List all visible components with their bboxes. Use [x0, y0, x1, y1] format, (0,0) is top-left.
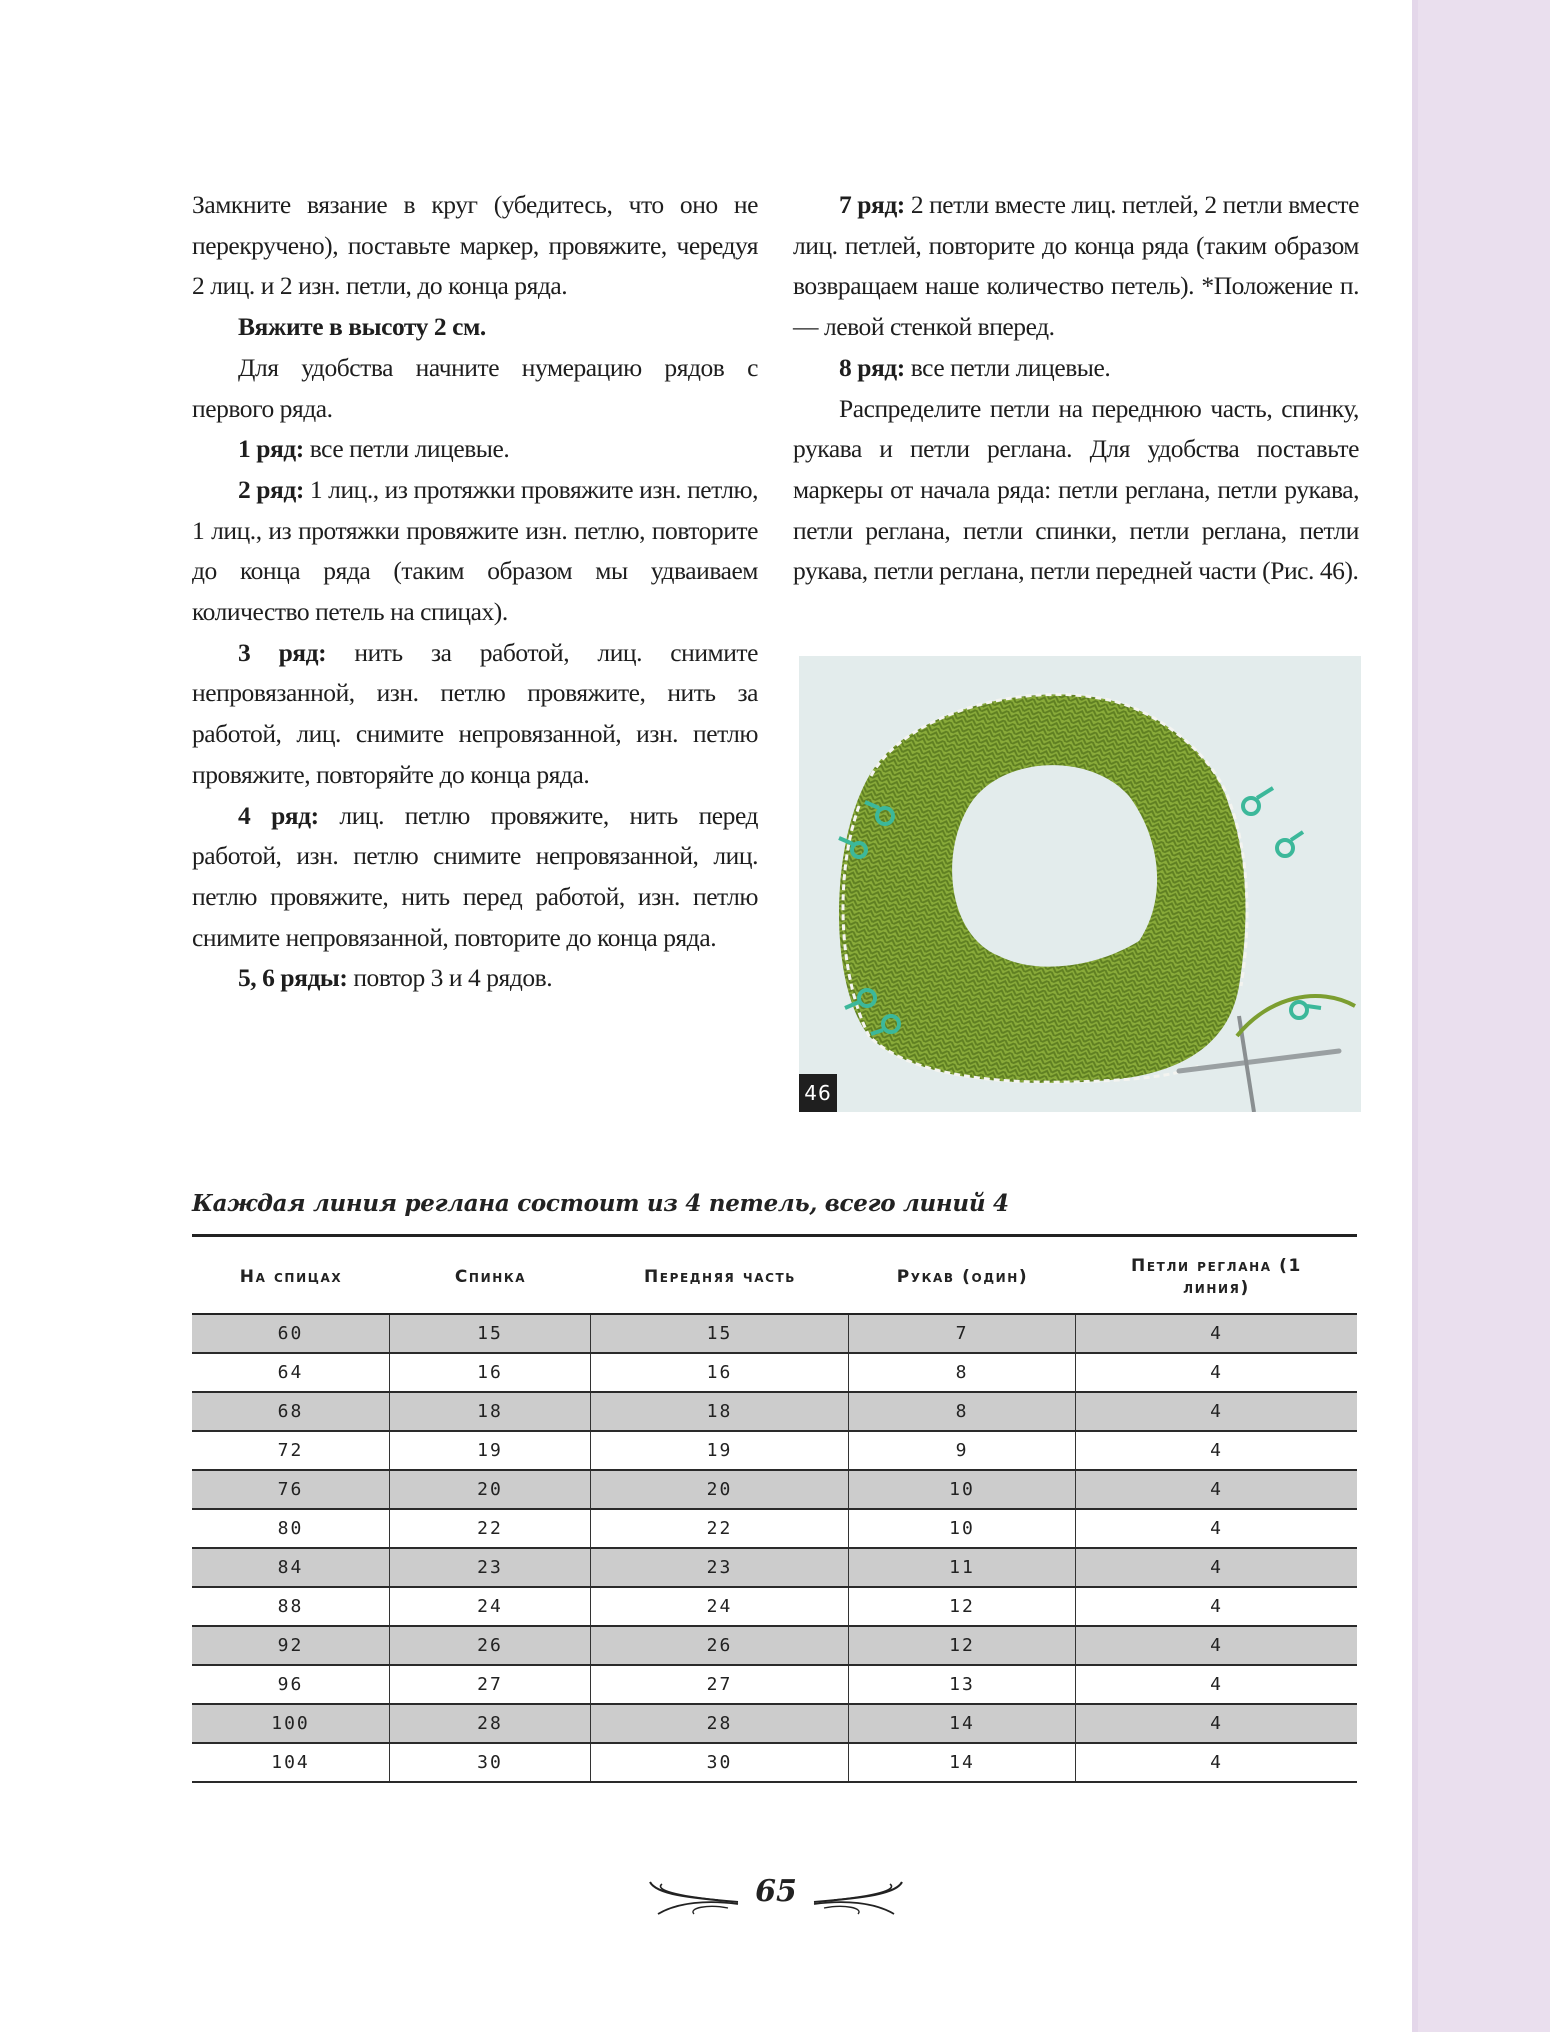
- table-cell: 68: [192, 1393, 390, 1430]
- table-cell: 27: [390, 1666, 591, 1703]
- table-cell: 88: [192, 1588, 390, 1625]
- table-cell: 26: [591, 1627, 849, 1664]
- table-cell: 11: [849, 1549, 1076, 1586]
- paragraph: [192, 307, 758, 348]
- table-cell: 30: [390, 1744, 591, 1781]
- table-cell: 4: [1210, 1635, 1223, 1656]
- header-on-needles: На спицах: [239, 1266, 343, 1287]
- table-cell: 13: [849, 1666, 1076, 1703]
- paragraph: [192, 185, 758, 307]
- paragraph: [192, 796, 758, 959]
- row-label: 7 ряд:: [839, 190, 905, 219]
- table-row: [192, 1588, 1357, 1627]
- table-row: [192, 1432, 1357, 1471]
- table-cell: 84: [192, 1549, 390, 1586]
- table-cell: 14: [849, 1744, 1076, 1781]
- table-body: [192, 1315, 1357, 1783]
- table-cell: 22: [591, 1510, 849, 1547]
- table-cell: 10: [849, 1471, 1076, 1508]
- table-cell: 24: [390, 1588, 591, 1625]
- table-cell: 16: [390, 1354, 591, 1391]
- header-back: Спинка: [454, 1266, 527, 1287]
- table-cell: 12: [849, 1588, 1076, 1625]
- paragraph: [192, 958, 758, 999]
- table-cell: 30: [591, 1744, 849, 1781]
- header-front: Передняя часть: [643, 1266, 797, 1287]
- paragraph-text: Распределите петли на переднюю часть, спинку, рукава и петли реглана. Для удобства поставьте маркеры от начала ряда: петли реглана, петли рукава, петли реглана, петли спинки, петли реглана, петли рукава, петли реглана, петли передней части (Рис. 46).: [793, 393, 1359, 586]
- table-cell: 7: [849, 1315, 1076, 1352]
- paragraph: [793, 185, 1359, 348]
- table-cell: 8: [849, 1393, 1076, 1430]
- table-cell: 80: [192, 1510, 390, 1547]
- header-sleeve: Рукав (один): [896, 1266, 1029, 1287]
- paragraph-text: повтор 3 и 4 рядов.: [347, 963, 553, 993]
- table-cell: 28: [390, 1705, 591, 1742]
- ornament-right-icon: [812, 1878, 904, 1918]
- table-cell: 20: [591, 1471, 849, 1508]
- table-row: [192, 1744, 1357, 1783]
- table-row: [192, 1393, 1357, 1432]
- table-row: [192, 1471, 1357, 1510]
- row-label: 4 ряд:: [238, 800, 319, 830]
- paragraph-text: Замкните вязание в круг (убедитесь, что оно не перекручено), поставьте маркер, провяжите, чередуя 2 лиц. и 2 изн. петли, до конца ряда.: [192, 190, 758, 301]
- right-text-column: [793, 185, 1359, 592]
- table-caption: Каждая линия реглана состоит из 4 петель, всего линий 4: [192, 1190, 1009, 1217]
- table-row: [192, 1354, 1357, 1393]
- table-cell: 4: [1210, 1557, 1223, 1578]
- knitted-yoke-illustration: [799, 656, 1361, 1112]
- table-row: [192, 1627, 1357, 1666]
- table-row: [192, 1315, 1357, 1354]
- table-cell: 4: [1210, 1362, 1223, 1383]
- header-raglan-stitches: Петли реглана (1 линия): [1131, 1255, 1302, 1298]
- table-top-rule: [192, 1234, 1357, 1237]
- paragraph-text: 2 петли вместе лиц. петлей, 2 петли вместе лиц. петлей, повторите до конца ряда (таким образом возвращаем наше количество петель). *Положение п. — левой стенкой вперед.: [793, 190, 1359, 342]
- row-label: Вяжите в высоту 2 см.: [238, 312, 486, 342]
- table-cell: 4: [1210, 1752, 1223, 1773]
- paragraph-text: 1 лиц., из протяжки провяжите изн. петлю, 1 лиц., из протяжки провяжите изн. петлю, повторите до конца ряда (таким образом мы удваиваем количество петель на спицах).: [192, 474, 759, 627]
- table-cell: 104: [192, 1744, 390, 1781]
- table-cell: 4: [1210, 1440, 1223, 1461]
- table-cell: 15: [390, 1315, 591, 1352]
- table-cell: 23: [390, 1549, 591, 1586]
- figure-number-badge: 46: [799, 1074, 837, 1112]
- table-cell: 24: [591, 1588, 849, 1625]
- raglan-stitch-table: [192, 1240, 1357, 1783]
- table-cell: 72: [192, 1432, 390, 1469]
- row-label: 3 ряд:: [238, 637, 327, 667]
- paragraph: [793, 348, 1359, 389]
- table-cell: 76: [192, 1471, 390, 1508]
- row-label: 5, 6 ряды:: [238, 963, 348, 993]
- table-cell: 4: [1210, 1401, 1223, 1422]
- table-cell: 4: [1210, 1479, 1223, 1500]
- table-cell: 4: [1210, 1674, 1223, 1695]
- table-cell: 18: [390, 1393, 591, 1430]
- table-row: [192, 1549, 1357, 1588]
- table-cell: 9: [849, 1432, 1076, 1469]
- page-footer: [640, 1868, 910, 1928]
- table-cell: 4: [1210, 1518, 1223, 1539]
- table-header-row: [192, 1240, 1357, 1315]
- table-cell: 27: [591, 1666, 849, 1703]
- table-cell: 16: [591, 1354, 849, 1391]
- table-cell: 4: [1210, 1323, 1223, 1344]
- table-cell: 96: [192, 1666, 390, 1703]
- paragraph-text: Для удобства начните нумерацию рядов с первого ряда.: [192, 352, 758, 423]
- table-cell: 4: [1210, 1596, 1223, 1617]
- row-label: 2 ряд:: [238, 474, 304, 504]
- table-cell: 92: [192, 1627, 390, 1664]
- table-cell: 60: [192, 1315, 390, 1352]
- table-cell: 15: [591, 1315, 849, 1352]
- paragraph: [192, 429, 758, 470]
- table-cell: 100: [192, 1705, 390, 1742]
- paragraph-text: все петли лицевые.: [303, 434, 510, 464]
- paragraph-text: все петли лицевые.: [904, 352, 1111, 382]
- row-label: 1 ряд:: [238, 434, 304, 464]
- table-cell: 22: [390, 1510, 591, 1547]
- page-number: 65: [755, 1874, 797, 1909]
- table-cell: 23: [591, 1549, 849, 1586]
- table-cell: 12: [849, 1627, 1076, 1664]
- table-cell: 18: [591, 1393, 849, 1430]
- paragraph: [192, 633, 758, 796]
- knitting-needle: [1179, 1051, 1339, 1071]
- ornament-left-icon: [648, 1878, 740, 1918]
- table-cell: 10: [849, 1510, 1076, 1547]
- table-row: [192, 1666, 1357, 1705]
- table-row: [192, 1705, 1357, 1744]
- row-label: 8 ряд:: [839, 352, 905, 382]
- table-cell: 19: [591, 1432, 849, 1469]
- table-cell: 8: [849, 1354, 1076, 1391]
- paragraph: [793, 389, 1359, 593]
- table-cell: 20: [390, 1471, 591, 1508]
- left-text-column: [192, 185, 758, 999]
- table-cell: 19: [390, 1432, 591, 1469]
- paragraph: [192, 348, 758, 429]
- table-cell: 28: [591, 1705, 849, 1742]
- table-cell: 14: [849, 1705, 1076, 1742]
- paragraph: [192, 470, 758, 633]
- table-cell: 64: [192, 1354, 390, 1391]
- table-cell: 4: [1210, 1713, 1223, 1734]
- figure-46-photo: [799, 656, 1361, 1112]
- paragraph-text: нить за работой, лиц. снимите непровязанной, изн. петлю провяжите, нить за работой, лиц. снимите непровязанной, изн. петлю провяжите, повторяйте до конца ряда.: [192, 637, 758, 789]
- page-edge-strip: [1412, 0, 1550, 2032]
- table-cell: 26: [390, 1627, 591, 1664]
- paragraph-text: лиц. петлю провяжите, нить перед работой, изн. петлю снимите непровязанной, лиц. петлю провяжите, нить перед работой, изн. петлю снимите непровязанной, повторите до конца ряда.: [192, 800, 758, 952]
- table-row: [192, 1510, 1357, 1549]
